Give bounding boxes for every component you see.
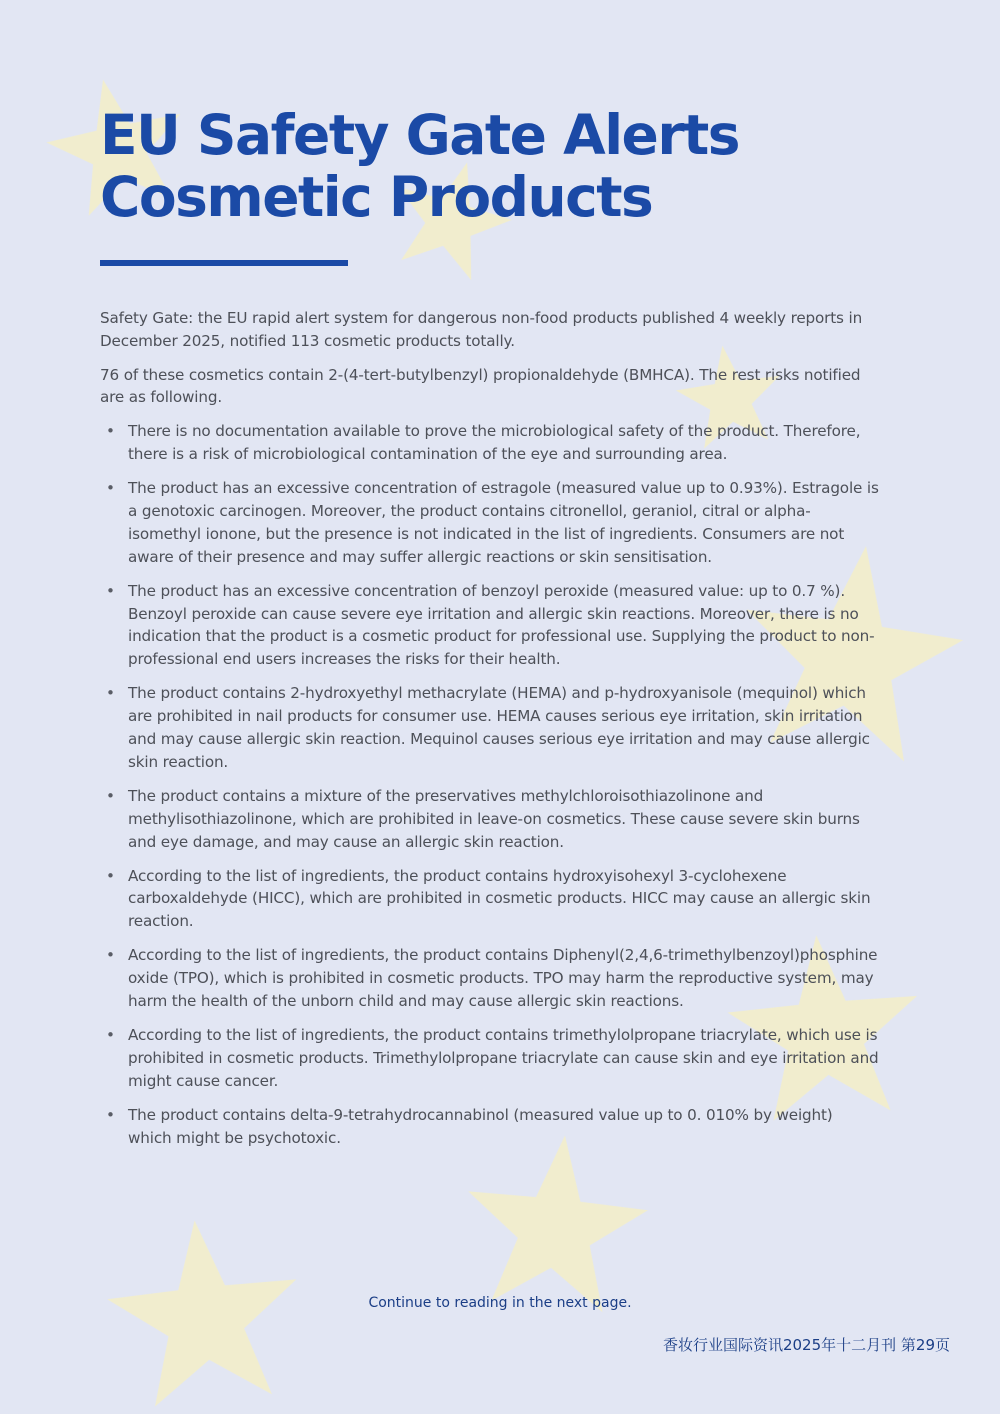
bullet-icon: • xyxy=(106,684,115,703)
page-title-line2: Cosmetic Products xyxy=(100,165,653,229)
continue-note: Continue to reading in the next page. xyxy=(368,1295,632,1311)
risk-text: The product contains a mixture of the preservatives methylchloroisothiazolinone and methylisothiazolinone, which are prohibited in leave-on cosmetics. These cause severe skin burns and eye damage, and may cause an allergic skin reaction. xyxy=(128,786,860,851)
risk-list-item xyxy=(100,477,880,568)
risk-list-item xyxy=(100,580,880,671)
page-title-line1: EU Safety Gate Alerts xyxy=(100,103,740,167)
bullet-icon: • xyxy=(106,946,115,965)
risk-text: The product contains delta-9-tetrahydrocannabinol (measured value up to 0. 010% by weight) which might be psychotoxic. xyxy=(128,1106,833,1147)
risk-list-item xyxy=(100,785,880,853)
risk-text: The product contains 2-hydroxyethyl methacrylate (HEMA) and p-hydroxyanisole (mequinol) which are prohibited in nail products for consumer use. HEMA causes serious eye irritation, skin irritation and may cause allergic skin reaction. Mequinol causes serious eye irritation and may cause allergic skin reaction. xyxy=(128,684,870,771)
intro-paragraph: 76 of these cosmetics contain 2-(4-tert-butylbenzyl) propionaldehyde (BMHCA). The rest risks notified are as following. xyxy=(100,365,861,407)
risk-text: According to the list of ingredients, the product contains trimethylolpropane triacrylate, which use is prohibited in cosmetic products. Trimethylolpropane triacrylate can cause skin and eye irritation and might cause cancer. xyxy=(128,1026,879,1090)
risk-list-item xyxy=(100,1104,880,1150)
bullet-icon: • xyxy=(106,422,115,441)
page-footer: 香妆行业国际资讯2025年十二月刊 第29页 xyxy=(662,1336,950,1354)
page-title xyxy=(100,104,920,228)
risk-list xyxy=(100,420,880,1149)
risk-text: According to the list of ingredients, the product contains Diphenyl(2,4,6-trimethylbenzoyl)phosphine oxide (TPO), which is prohibited in cosmetic products. TPO may harm the reproductive system, may harm the health of the unborn child and may cause allergic skin reactions. xyxy=(128,946,878,1011)
bullet-icon: • xyxy=(106,1106,115,1125)
risk-text: The product has an excessive concentration of estragole (measured value up to 0.93%). Estragole is a genotoxic carcinogen. Moreover, the product contains citronellol, geraniol, citral or alpha-isomethyl ionone, but the presence is not indicated in the list of ingredients. Consumers are not aware of their presence and may suffer allergic reactions or skin sensitisation. xyxy=(128,479,879,566)
risk-list-item xyxy=(100,865,880,933)
risk-list-item xyxy=(100,682,880,773)
risk-text: There is no documentation available to prove the microbiological safety of the product. Therefore, there is a risk of microbiological contamination of the eye and surrounding area. xyxy=(128,422,861,463)
risk-list-item xyxy=(100,944,880,1012)
risk-text: According to the list of ingredients, the product contains hydroxyisohexyl 3-cyclohexene carboxaldehyde (HICC), which are prohibited in cosmetic products. HICC may cause an allergic skin reaction. xyxy=(128,866,871,931)
article-body xyxy=(100,307,880,1161)
risk-text: The product has an excessive concentration of benzoyl peroxide (measured value: up to 0.7 %). Benzoyl peroxide can cause severe eye irritation and allergic skin reactions. Moreover, there is no indication that the product is a cosmetic product for professional use. Supplying the product to non-professional end users increases the risks for their health. xyxy=(128,581,875,669)
bullet-icon: • xyxy=(106,786,115,805)
bullet-icon: • xyxy=(106,866,115,885)
risk-list-item xyxy=(100,1024,880,1092)
bullet-icon: • xyxy=(106,1026,115,1045)
bullet-icon: • xyxy=(106,479,115,498)
intro-paragraph: Safety Gate: the EU rapid alert system for dangerous non-food products published 4 weekly reports in December 2025, notified 113 cosmetic products totally. xyxy=(100,309,863,350)
bullet-icon: • xyxy=(106,581,115,600)
risk-list-item xyxy=(100,420,880,466)
title-underline xyxy=(100,260,348,266)
